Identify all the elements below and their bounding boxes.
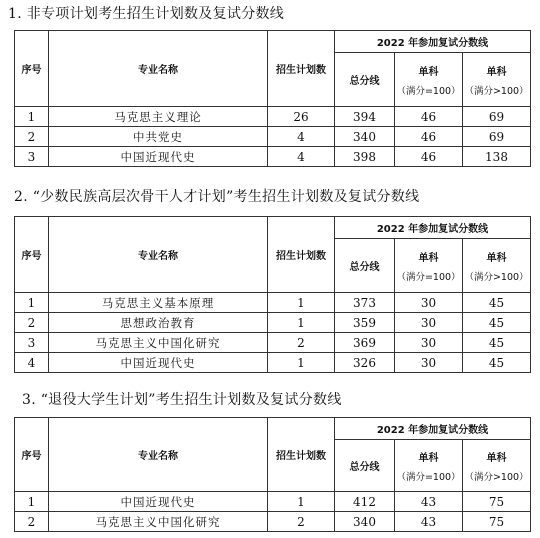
cell-single-100: 46	[395, 107, 463, 127]
cell-single-100: 30	[395, 293, 463, 313]
cell-quota: 4	[268, 147, 335, 167]
section-3-table	[14, 417, 531, 532]
cell-index: 4	[15, 353, 49, 373]
cell-total: 394	[335, 107, 395, 127]
cell-quota: 1	[268, 353, 335, 373]
table-row	[15, 492, 531, 512]
table-row	[15, 353, 531, 373]
header-single-over-100	[463, 53, 531, 107]
header-single-label: 单科	[418, 452, 439, 464]
cell-major: 中国近现代史	[49, 492, 268, 512]
section-2-title: 2. “少数民族高层次骨干人才计划”考生招生计划数及复试分数线	[14, 189, 420, 205]
header-single-note: （满分>100）	[464, 85, 529, 97]
cell-major: 马克思主义中国化研究	[49, 333, 268, 353]
header-total: 总分线	[335, 239, 395, 293]
cell-total: 373	[335, 293, 395, 313]
cell-total: 326	[335, 353, 395, 373]
header-single-label: 单科	[486, 452, 507, 464]
cell-index: 3	[15, 333, 49, 353]
cell-single-100: 30	[395, 313, 463, 333]
header-index: 序号	[15, 418, 49, 492]
header-score-group: 2022 年参加复试分数线	[335, 31, 531, 53]
header-quota: 招生计划数	[268, 31, 335, 107]
cell-total: 398	[335, 147, 395, 167]
cell-index: 3	[15, 147, 49, 167]
cell-single-over-100: 69	[463, 127, 531, 147]
header-single-100	[395, 440, 463, 492]
cell-quota: 4	[268, 127, 335, 147]
header-single-100	[395, 53, 463, 107]
cell-major: 中共党史	[49, 127, 268, 147]
cell-index: 2	[15, 313, 49, 333]
cell-single-over-100: 75	[463, 512, 531, 532]
table-row	[15, 313, 531, 333]
header-score-group: 2022 年参加复试分数线	[335, 217, 531, 239]
cell-single-over-100: 45	[463, 333, 531, 353]
section-2-table	[14, 216, 531, 373]
cell-index: 2	[15, 512, 49, 532]
cell-single-100: 30	[395, 333, 463, 353]
header-single-label: 单科	[486, 66, 507, 78]
table-row	[15, 127, 531, 147]
header-single-over-100	[463, 440, 531, 492]
cell-quota: 1	[268, 492, 335, 512]
cell-single-100: 43	[395, 512, 463, 532]
header-single-100	[395, 239, 463, 293]
cell-total: 412	[335, 492, 395, 512]
header-total: 总分线	[335, 440, 395, 492]
header-single-note: （满分=100）	[396, 471, 461, 483]
section-1-table	[14, 30, 531, 167]
table-row	[15, 293, 531, 313]
cell-index: 1	[15, 107, 49, 127]
cell-single-100: 46	[395, 147, 463, 167]
header-single-label: 单科	[486, 252, 507, 264]
cell-single-100: 30	[395, 353, 463, 373]
cell-index: 1	[15, 293, 49, 313]
cell-single-over-100: 45	[463, 293, 531, 313]
cell-major: 马克思主义基本原理	[49, 293, 268, 313]
cell-quota: 26	[268, 107, 335, 127]
cell-total: 340	[335, 512, 395, 532]
table-row	[15, 333, 531, 353]
header-index: 序号	[15, 217, 49, 293]
header-total: 总分线	[335, 53, 395, 107]
section-3-title: 3. “退役大学生计划”考生招生计划数及复试分数线	[22, 392, 342, 408]
header-single-over-100	[463, 239, 531, 293]
header-single-note: （满分>100）	[464, 471, 529, 483]
cell-major: 马克思主义中国化研究	[49, 512, 268, 532]
cell-single-over-100: 45	[463, 313, 531, 333]
cell-quota: 2	[268, 512, 335, 532]
header-major: 专业名称	[49, 31, 268, 107]
cell-single-100: 43	[395, 492, 463, 512]
cell-total: 369	[335, 333, 395, 353]
cell-major: 思想政治教育	[49, 313, 268, 333]
cell-major: 中国近现代史	[49, 353, 268, 373]
table-row	[15, 512, 531, 532]
cell-total: 340	[335, 127, 395, 147]
header-quota: 招生计划数	[268, 418, 335, 492]
header-single-label: 单科	[418, 252, 439, 264]
header-single-note: （满分=100）	[396, 85, 461, 97]
section-1-title: 1. 非专项计划考生招生计划数及复试分数线	[8, 6, 285, 22]
header-major: 专业名称	[49, 217, 268, 293]
cell-single-over-100: 138	[463, 147, 531, 167]
cell-quota: 1	[268, 293, 335, 313]
header-single-note: （满分>100）	[464, 271, 529, 283]
header-single-note: （满分=100）	[396, 271, 461, 283]
cell-quota: 2	[268, 333, 335, 353]
cell-single-over-100: 45	[463, 353, 531, 373]
cell-single-over-100: 69	[463, 107, 531, 127]
header-index: 序号	[15, 31, 49, 107]
cell-single-over-100: 75	[463, 492, 531, 512]
cell-major: 中国近现代史	[49, 147, 268, 167]
cell-index: 2	[15, 127, 49, 147]
cell-quota: 1	[268, 313, 335, 333]
header-quota: 招生计划数	[268, 217, 335, 293]
table-row	[15, 107, 531, 127]
header-major: 专业名称	[49, 418, 268, 492]
table-row	[15, 147, 531, 167]
cell-single-100: 46	[395, 127, 463, 147]
cell-index: 1	[15, 492, 49, 512]
cell-major: 马克思主义理论	[49, 107, 268, 127]
header-single-label: 单科	[418, 66, 439, 78]
cell-total: 359	[335, 313, 395, 333]
header-score-group: 2022 年参加复试分数线	[335, 418, 531, 440]
